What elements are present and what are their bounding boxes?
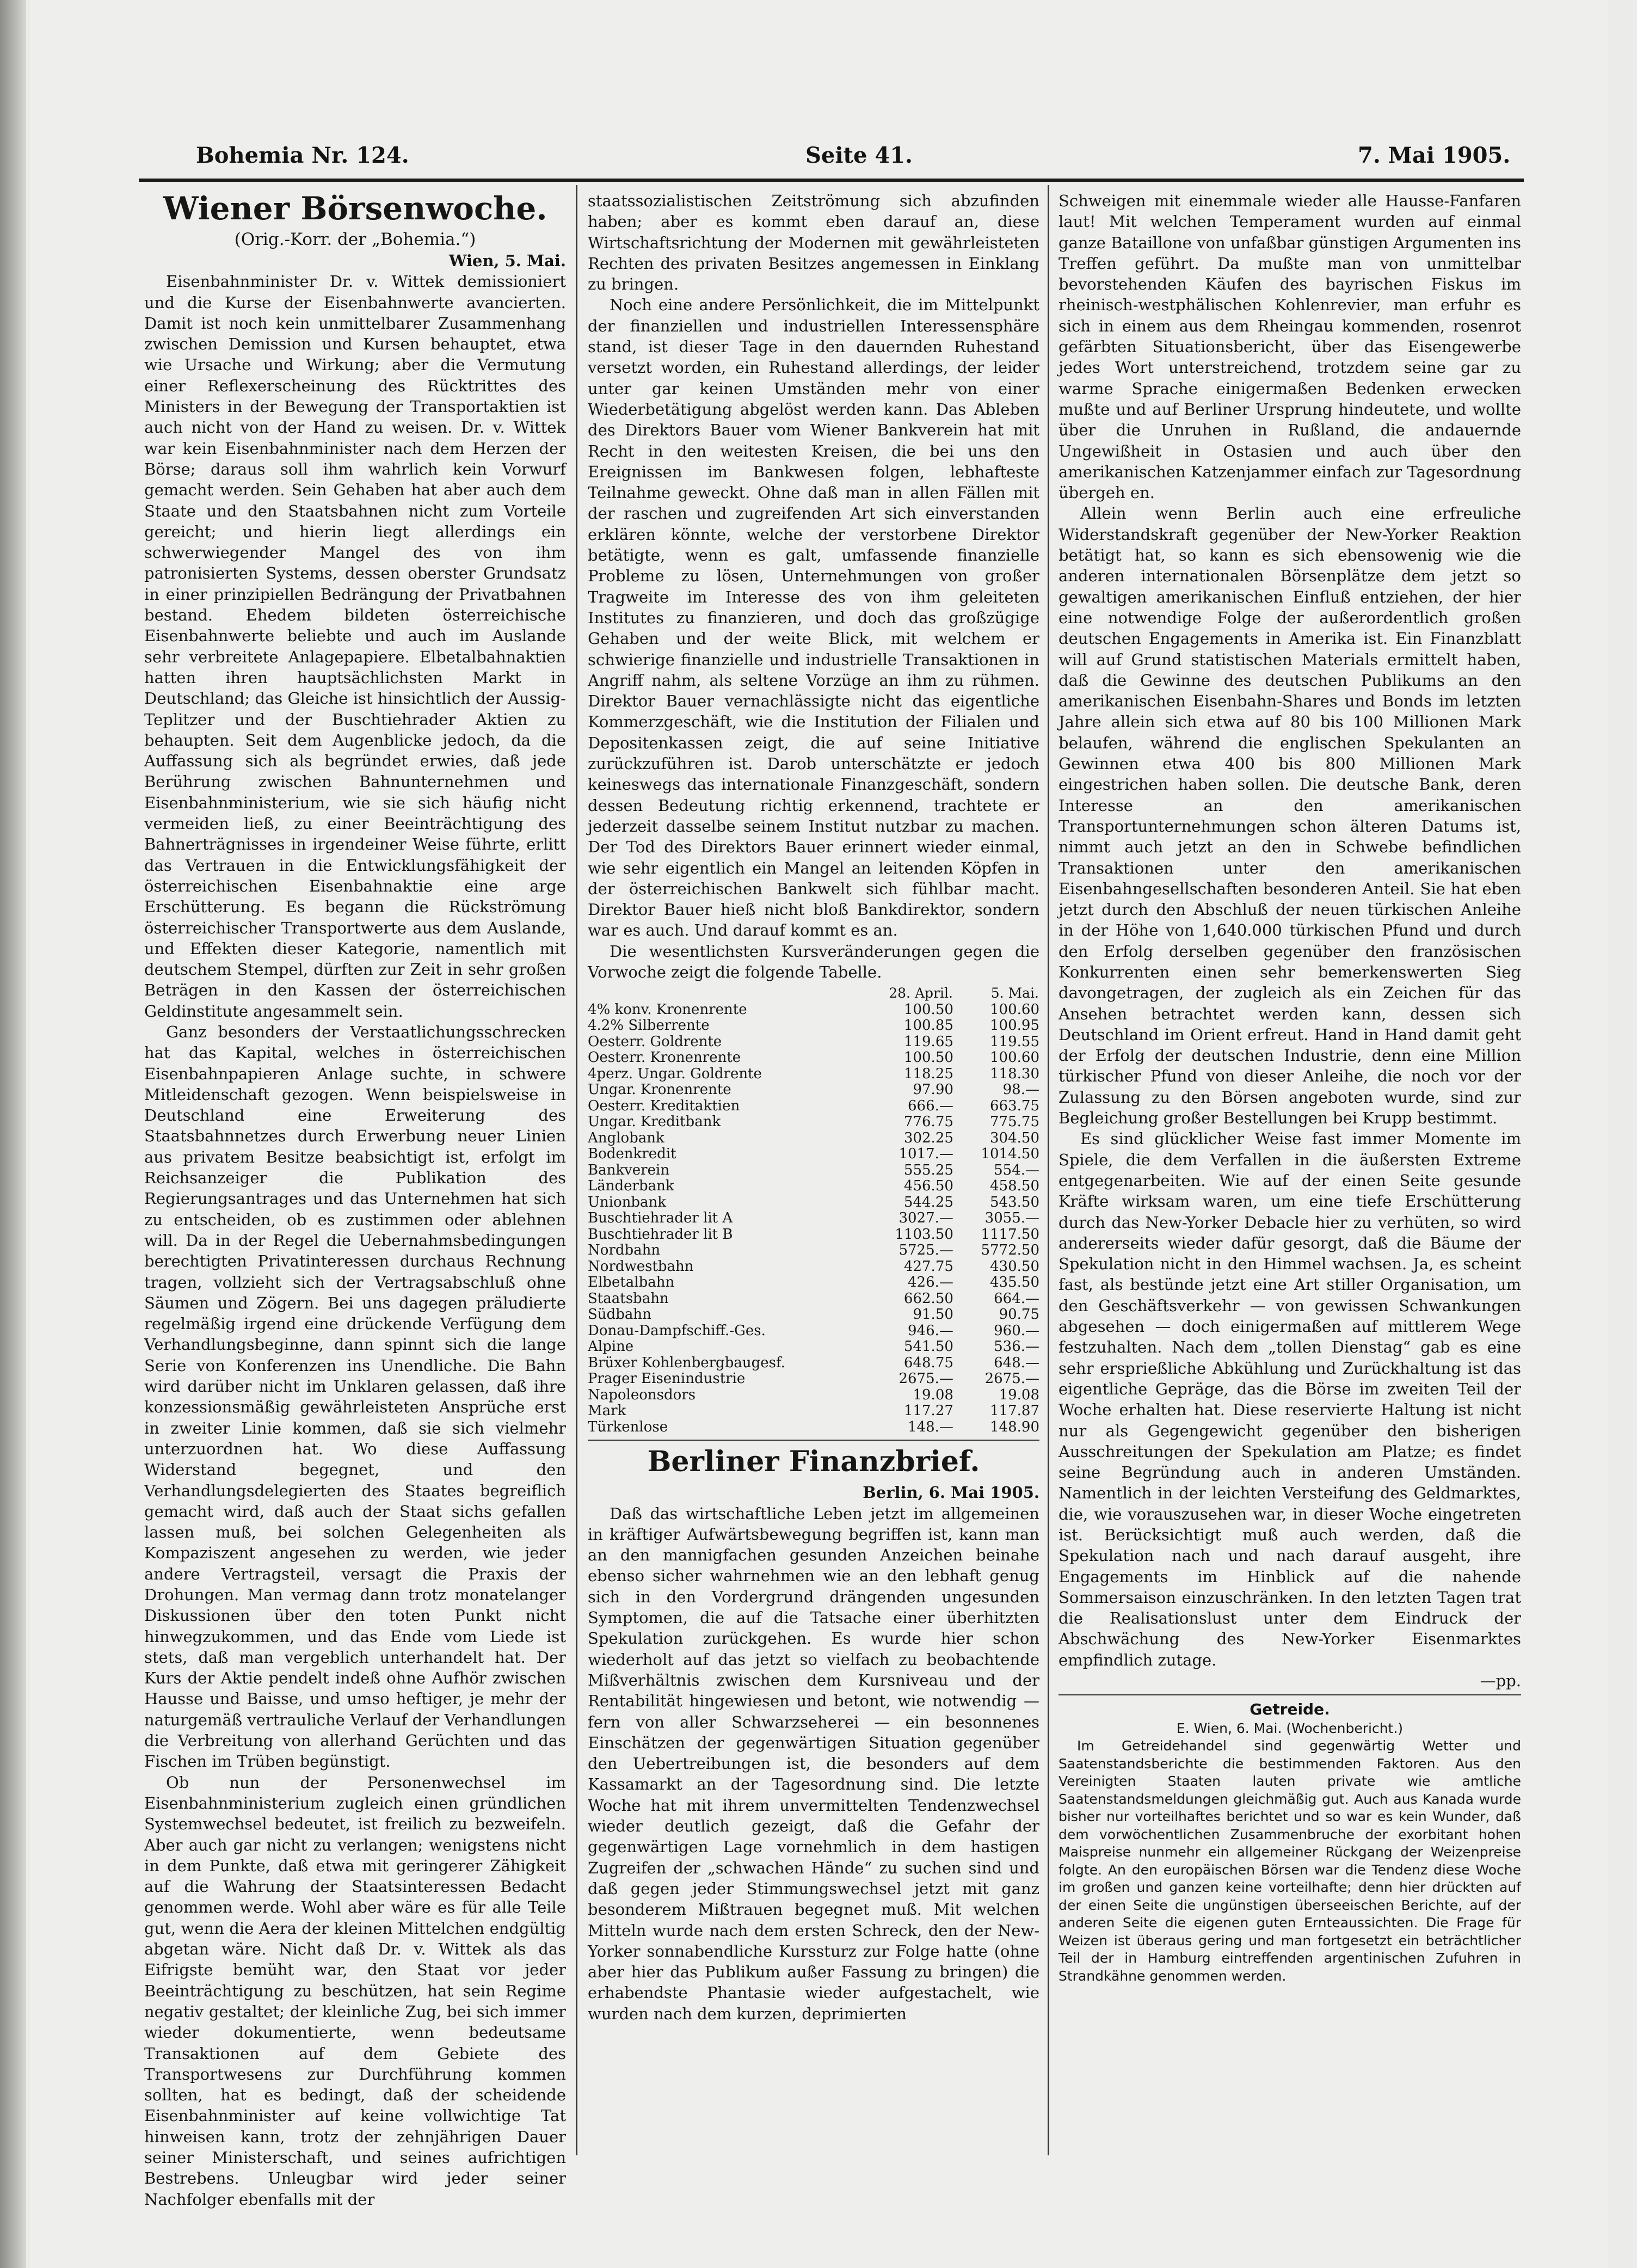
article-paragraph: Ganz besonders der Verstaatlichungsschrecken hat das Kapital, welches in österreichischen Eisenbahnpapieren Anlage suchte, in schwere Mitleidenschaft gezogen. Wenn beispielsweise in Deutschland eine Erweiterung des Staatsbahnnetzes durch Erwerbung neuer Linien aus privatem Besitze beabsichtigt ist, erfolgt im Reichsanzeiger die Publikation des Regierungsantrages und das Unternehmen hat sich zu entscheiden, ob es zustimmen oder ablehnen will. Da in der Regel die Uebernahmsbedingungen berechtigten Privatinteressen durchaus Rechnung tragen, vollzieht sich der Vertragsabschluß ohne Säumen und Zögern. Bei uns dagegen präludierte regelmäßig irgend eine drückende Verfügung dem Verhandlungsbeginne, dann spinnt sich die lange Serie von Konferenzen ins Unendliche. Die Bahn wird darüber nicht im Unklaren gelassen, daß ihre konzessionsmäßig gewährleisteten Ansprüche erst in zweiter Linie kommen, daß sie sich vielmehr unterzuordnen hat. Wo diese Auffassung Widerstand begegnet, und den Verhandlungsdelegierten des Staates begreiflich gemacht wird, daß auch der Staat sichs gefallen lassen muß, bei solchen Gelegenheiten als Kompaziszent angesehen zu werden, wie jeder andere Vertragsteil, versagt die Praxis der Drohungen. Man vermag dann trotz monatelanger Diskussionen über den toten Punkt nicht hinwegzukommen, und das Ende vom Liede ist stets, daß man vergeblich unterhandelt hat. Der Kurs der Aktie pendelt indeß ohne Aufhör zwischen Hausse und Baisse, und umso heftiger, je mehr der naturgemäß vertrauliche Verlauf der Verhandlungen die Verbreitung von allerhand Gerüchten und das Fischen im Trüben begünstigt. <box>144 1022 566 1771</box>
table-row <box>588 1114 1039 1130</box>
table-row <box>588 1130 1039 1147</box>
rate-april-28: 100.50 <box>903 1049 953 1066</box>
section-rule <box>588 1440 1039 1441</box>
rate-april-28: 5725.— <box>898 1242 953 1259</box>
security-name: Elbetalbahn <box>588 1274 675 1291</box>
table-row <box>588 1082 1039 1098</box>
rate-may-5: 543.50 <box>990 1194 1039 1210</box>
rate-may-5: 775.75 <box>990 1114 1039 1130</box>
security-name: 4.2% Silberrente <box>588 1017 710 1034</box>
security-name: 4perz. Ungar. Goldrente <box>588 1065 762 1082</box>
article-dateline: Berlin, 6. Mai 1905. <box>863 1483 1039 1502</box>
grain-report <box>1058 1701 1521 1985</box>
security-name: Länderbank <box>588 1178 674 1195</box>
article-paragraph: Schweigen mit einemmale wieder alle Hausse-Fanfaren laut! Mit welchen Temperament wurden auf einmal ganze Bataillone von unfaßbar günstigen Argumenten ins Treffen geführt. Da mußte man von unmittelbar bevorstehenden Käufen des bayrischen Fiskus im rheinisch-westphälischen Kohlenrevier, man erfuhr es sich in einem aus dem Rheingau kommenden, rosenrot gefärbten Situationsbericht, über das Eisengewerbe jedes Wort unterstreichend, trotzdem seine gar zu warme Sprache einigermaßen Bedenken erwecken mußte und auf Berliner Ursprung hindeutete, und wollte über die Unruhen in Rußland, die andauernde Ungewißheit in Ostasien und auch über den amerikanischen Katzenjammer einfach zur Tagesordnung übergeh en. <box>1058 192 1521 502</box>
table-row <box>588 1066 1039 1083</box>
rate-may-5: 536.— <box>994 1338 1039 1355</box>
rate-may-5: 100.95 <box>990 1017 1039 1034</box>
column-rule <box>1048 185 1049 2155</box>
rate-may-5: 3055.— <box>984 1210 1039 1227</box>
rate-may-5: 98.— <box>1002 1081 1039 1098</box>
table-row <box>588 1259 1039 1275</box>
rate-april-28: 19.08 <box>913 1386 953 1403</box>
rate-may-5: 458.50 <box>990 1178 1039 1195</box>
article-paragraph: Noch eine andere Persönlichkeit, die im Mittelpunkt der finanziellen und industriellen Interessensphäre stand, ist dieser Tage in den dauernden Ruhestand versetzt worden, ein Ruhestand allerdings, der leider unter gar keinen Umständen mehr von einer Wiederbetätigung abgelöst werden kann. Das Ableben des Direktors Bauer vom Wiener Bankverein hat mit Recht in den weitesten Kreisen, die bei uns den Ereignissen im Bankwesen folgen, lebhafteste Teilnahme geweckt. Ohne daß man in allen Fällen mit der raschen und zugreifenden Art sich einverstanden erklären könnte, welche der verstorbene Direktor betätigte, wenn es galt, umfassende finanzielle Probleme zu lösen, Unternehmungen von großer Tragweite im Interesse des von ihm geleiteten Institutes zu finanzieren, und doch das großzügige Gehaben und der weite Blick, mit welchem er schwierige finanzielle und industrielle Transaktionen in Angriff nahm, als seltene Vorzüge an ihm zu rühmen. Direktor Bauer vernachlässigte nicht das eigentliche Kommerzgeschäft, wie die Institution der Filialen und Depositenkassen zeigt, die auf seine Initiative zurückzuführen ist. Darob unterschätzte er jedoch keineswegs das internationale Finanzgeschäft, sondern dessen Bedeutung richtig erkennend, trachtete er jederzeit dasselbe seinem Institut nutzbar zu machen. Der Tod des Direktors Bauer erinnert wieder einmal, wie sehr eigentlich ein Mangel an leitenden Köpfen in der österreichischen Bankwelt sich fühlbar macht. Direktor Bauer hieß nicht bloß Bankdirektor, sondern war es auch. Und darauf kommt es an. <box>588 296 1039 940</box>
table-row <box>588 1419 1039 1436</box>
table-row <box>588 1195 1039 1211</box>
rate-april-28: 544.25 <box>903 1194 953 1210</box>
rate-may-5: 435.50 <box>990 1274 1039 1291</box>
rate-may-5: 430.50 <box>990 1258 1039 1275</box>
rate-april-28: 662.50 <box>903 1290 953 1307</box>
rate-may-5: 119.55 <box>990 1033 1039 1050</box>
security-name: Unionbank <box>588 1194 667 1210</box>
rate-april-28: 100.50 <box>903 1001 953 1018</box>
table-row <box>588 1291 1039 1307</box>
security-name: Staatsbahn <box>588 1290 669 1307</box>
article-paragraph: Allein wenn Berlin auch eine erfreuliche Widerstandskraft gegenüber der New-Yorker Reaktion betätigt hat, so kann es sich ebensowenig wie die anderen internationalen Börsenplätze dem jetzt so gewaltigen amerikanischen Einfluß entziehen, der hier eine notwendige Folge der außerordentlich großen deutschen Engagements in Amerika ist. Ein Finanzblatt will auf Grund statistischen Materials ermittelt haben, daß die Gewinne des deutschen Publikums an den amerikanischen Eisenbahn-Shares und Bonds im letzten Jahre allein sich etwa auf 80 bis 100 Millionen Mark belaufen, während die englischen Spekulanten an Gewinnen etwa 400 bis 800 Millionen Mark eingestrichen haben sollen. Die deutsche Bank, deren Interesse an den amerikanischen Transportunternehmungen schon älteren Datums ist, nimmt auch jetzt an den in Schwebe befindlichen Transaktionen unter den amerikanischen Eisenbahngesellschaften besonderen Anteil. Sie hat eben jetzt durch den Abschluß der neuen türkischen Anleihe in der Höhe von 1,640.000 türkischen Pfund und durch den Erfolg derselben gegenüber den französischen Konkurrenten einen sehr bemerkenswerten Sieg davongetragen, der zugleich als ein Zeichen für das Ansehen betrachtet werden kann, dessen sich Deutschland im Orient erfreut. Hand in Hand damit geht der Erfolg der deutschen Industrie, denn eine Million türkischer Pfund von dieser Anleihe, die noch vor der Zulassung zu den Börsen angeboten wurde, sind zur Begleichung großer Bestellungen bei Krupp bestimmt. <box>1058 504 1521 1128</box>
rate-may-5: 148.90 <box>990 1418 1039 1435</box>
rate-april-28: 91.50 <box>913 1306 953 1323</box>
table-row <box>588 1323 1039 1339</box>
security-name: Buschtiehrader lit A <box>588 1210 733 1227</box>
security-name: Oesterr. Kronenrente <box>588 1049 741 1066</box>
article-paragraph: Ob nun der Personenwechsel im Eisenbahnministerium zugleich einen gründlichen Systemwechsel bedeutet, ist freilich zu bezweifeln. Aber auch gar nicht zu verlangen; wenigstens nicht in dem Punkte, daß etwa mit geringerer Zähigkeit auf die Wahrung der Staatsinteressen Bedacht genommen werde. Wohl aber wäre es für alle Teile gut, wenn die Aera der kleinen Mittelchen endgültig abgetan wäre. Nicht daß Dr. v. Wittek als das Eifrigste bemüht war, den Staat vor jeder Beeinträchtigung zu beschützen, hat sein Regime negativ gestaltet; der kleinliche Zug, bei sich immer wieder dokumentierte, wenn bedeutsame Transaktionen auf dem Gebiete des Transportwesens zur Durchführung kommen sollten, hat es bedingt, daß der scheidende Eisenbahnminister auf keine vollwichtige Tat hinweisen kann, trotz der zehnjährigen Dauer seiner Ministerschaft, und seines aufrichtigen Bestrebens. Unleugbar wird jeder seiner Nachfolger ebenfalls mit der <box>144 1773 566 2209</box>
rate-april-28: 100.85 <box>903 1017 953 1034</box>
column-3 <box>1058 190 1521 2144</box>
rate-april-28: 541.50 <box>903 1338 953 1355</box>
section-rule <box>1058 1694 1521 1695</box>
rate-april-28: 1103.50 <box>895 1226 953 1243</box>
rate-april-28: 648.75 <box>903 1354 953 1371</box>
rate-may-5: 5772.50 <box>981 1242 1039 1259</box>
rate-may-5: 118.30 <box>990 1065 1039 1082</box>
security-name: Türkenlose <box>588 1418 668 1435</box>
table-row <box>588 1146 1039 1163</box>
rate-may-5: 663.75 <box>990 1097 1039 1114</box>
exchange-rate-table <box>588 985 1039 1435</box>
table-row <box>588 1050 1039 1066</box>
rate-may-5: 664.— <box>994 1290 1039 1307</box>
table-row <box>588 1355 1039 1372</box>
rate-april-28: 1017.— <box>898 1146 953 1163</box>
article-signature: —pp. <box>1480 1671 1521 1691</box>
section-title-getreide: Getreide. <box>1250 1700 1330 1719</box>
rate-april-28: 946.— <box>908 1322 953 1339</box>
rate-april-28: 3027.— <box>898 1210 953 1227</box>
rate-april-28: 302.25 <box>903 1129 953 1146</box>
rate-april-28: 555.25 <box>903 1161 953 1178</box>
column-rule <box>576 185 577 2155</box>
security-name: Ungar. Kronenrente <box>588 1081 731 1098</box>
rate-may-5: 100.60 <box>990 1001 1039 1018</box>
rate-may-5: 100.60 <box>990 1049 1039 1066</box>
rate-april-28: 97.90 <box>913 1081 953 1098</box>
security-name: Bodenkredit <box>588 1146 676 1163</box>
rate-april-28: 776.75 <box>903 1114 953 1130</box>
scan-gutter <box>0 0 26 2268</box>
table-row <box>588 1339 1039 1355</box>
table-row <box>588 1018 1039 1034</box>
table-row <box>588 1163 1039 1179</box>
article-paragraph: Daß das wirtschaftliche Leben jetzt im allgemeinen in kräftiger Aufwärtsbewegung begriffen ist, kann man an den mannigfachen gesunden Anzeichen beinahe ebenso sicher wahrnehmen wie an den lebhaft genug sich in den Vordergrund drängenden ungesunden Symptomen, die auf die Tatsache einer überhitzten Spekulation zurückgehen. Es wurde hier schon wiederholt auf das jetzt so vielfach zu beobachtende Mißverhältnis zwischen dem Kursniveau und der Rentabilität hingewiesen und betont, wie notwendig — fern von aller Schwarzseherei — ein besonnenes Einschätzen der gegenwärtigen Situation gegenüber den Uebertreibungen ist, die besonders auf dem Kassamarkt an der Tagesordnung sind. Die letzte Woche hat mit ihrem unvermittelten Tendenzwechsel wieder deutlich gezeigt, daß die Gefahr der gegenwärtigen Lage vornehmlich in dem hastigen Zugreifen der „schwachen Hände“ zu suchen sind und daß gegen jeder Stimmungswechsel jetzt mit ganz besonderem Mißtrauen begegnet muß. Mit welchen Mitteln wurde nach dem ersten Schreck, den der New-Yorker sonnabendliche Kurssturz zur Folge hatte (ohne aber hier das Publikum außer Fassung zu bringen) die erhabendste Phantasie wieder aufgestachelt, wie wurden nach dem kurzen, deprimierten <box>588 1504 1039 2023</box>
security-name: Prager Eisenindustrie <box>588 1370 746 1387</box>
rate-may-5: 90.75 <box>999 1306 1039 1323</box>
security-name: Buschtiehrader lit B <box>588 1226 733 1243</box>
security-name: Ungar. Kreditbank <box>588 1114 721 1130</box>
article-dateline: Wien, 5. Mai. <box>448 251 566 270</box>
rate-april-28: 2675.— <box>898 1370 953 1387</box>
article-paragraph: Es sind glücklicher Weise fast immer Momente im Spiele, die dem Verfallen in die äußersten Extreme entgegenarbeiten. Wie auf der einen Seite gesunde Kräfte wirksam waren, um eine tiefe Erschütterung durch das New-Yorker Debacle hier zu verhüten, so wird andererseits wieder dafür gesorgt, daß die Bäume der Spekulation nicht in den Himmel wachsen. Ja, es scheint fast, als bestünde jetzt eine Art stiller Organisation, um den Geschäftsverkehr — von gewissen Schwankungen abgesehen — doch einigermaßen auf mittlerem Wege festzuhalten. Nach dem „tollen Dienstag“ gab es eine sehr ersprießliche Abkühlung und Zurückhaltung ist das eigentliche Gepräge, das die Börse im zweiten Teil der Woche erhalten hat. Diese reservierte Haltung ist nicht nur als Gegengewicht gegenüber den bisherigen Ausschreitungen der Spekulation am Platze; es findet seine Begründung auch in anderen Umständen. Namentlich in der leichten Versteifung des Geldmarktes, die, wie vorauszusehen war, in dieser Woche eingetreten ist. Berücksichtigt muß auch werden, daß die Spekulation nach und nach darauf ausgeht, ihre Engagements im Hinblick auf die nahende Sommersaison einzuschränken. In den letzten Tagen trat die Realisationslust unter dem Eindruck der Abschwächung des New-Yorker Eisenmarktes empfindlich zutage. <box>1058 1129 1521 1669</box>
header-rule <box>139 179 1524 182</box>
article-title-berliner-finanzbrief: Berliner Finanzbrief. <box>647 1445 980 1479</box>
table-row <box>588 1098 1039 1115</box>
column-1 <box>144 190 566 2209</box>
table-row <box>588 1210 1039 1227</box>
table-header: 5. Mai. <box>990 985 1039 1001</box>
rate-may-5: 117.87 <box>990 1403 1039 1419</box>
rate-april-28: 118.25 <box>903 1065 953 1082</box>
header-masthead: Bohemia Nr. 124. <box>196 143 409 168</box>
rate-may-5: 304.50 <box>990 1129 1039 1146</box>
article-title-wiener-boersenwoche: Wiener Börsenwoche. <box>163 190 547 227</box>
table-row <box>588 1178 1039 1195</box>
article-paragraph: Die wesentlichsten Kursveränderungen gegen die Vorwoche zeigt die folgende Tabelle. <box>588 942 1039 981</box>
article-subtitle: (Orig.-Korr. der „Bohemia.“) <box>234 230 476 249</box>
rate-may-5: 1117.50 <box>981 1226 1039 1243</box>
table-header: 28. April. <box>889 985 953 1001</box>
rate-may-5: 1014.50 <box>981 1146 1039 1163</box>
table-row <box>588 1403 1039 1419</box>
header-page-number: Seite 41. <box>805 143 913 168</box>
header-date: 7. Mai 1905. <box>1358 143 1511 168</box>
rate-april-28: 148.— <box>908 1418 953 1435</box>
security-name: Oesterr. Goldrente <box>588 1033 722 1050</box>
table-row <box>588 1371 1039 1387</box>
article-paragraph: staatssozialistischen Zeitströmung sich abzufinden haben; aber es kommt eben darauf an, diese Wirtschaftsrichtung der Modernen mit gewährleisteten Rechten des privaten Besitzes angemessen in Einklang zu bringen. <box>588 192 1039 294</box>
rate-may-5: 960.— <box>994 1322 1039 1339</box>
table-row <box>588 1034 1039 1050</box>
security-name: 4% konv. Kronenrente <box>588 1001 747 1018</box>
table-row <box>588 1307 1039 1323</box>
security-name: Anglobank <box>588 1129 664 1146</box>
rate-may-5: 19.08 <box>999 1386 1039 1403</box>
rate-april-28: 119.65 <box>903 1033 953 1050</box>
rate-april-28: 666.— <box>908 1097 953 1114</box>
security-name: Südbahn <box>588 1306 651 1323</box>
table-row <box>588 1243 1039 1259</box>
security-name: Bankverein <box>588 1161 670 1178</box>
column-2 <box>588 190 1039 2172</box>
rate-may-5: 648.— <box>994 1354 1039 1371</box>
rate-may-5: 2675.— <box>984 1370 1039 1387</box>
rate-april-28: 456.50 <box>903 1178 953 1195</box>
article-paragraph: Eisenbahnminister Dr. v. Wittek demissioniert und die Kurse der Eisenbahnwerte avancierten. Damit ist noch kein unmittelbarer Zusammenhang zwischen Demission und Kursen behauptet, etwa wie Ursache und Wirkung; aber die Vermutung einer Reflexerscheinung des Rücktrittes des Ministers in der Bewegung der Transportaktien ist auch nicht von der Hand zu weisen. Dr. v. Wittek war kein Eisenbahnminister nach dem Herzen der Börse; daraus soll ihm wahrlich kein Vorwurf gemacht werden. Sein Gehaben hat aber auch dem Staate und den Staatsbahnen nicht zum Vorteile gereicht; und hierin liegt allerdings ein schwerwiegender Mangel des von ihm patronisierten Systems, dessen oberster Grundsatz in einer prinzipiellen Bedrängung der Privatbahnen bestand. Ehedem bildeten österreichische Eisenbahnwerte beliebte und auch im Auslande sehr verbreitete Anlagepapiere. Elbetalbahnaktien hatten ihren hauptsächlichsten Markt in Deutschland; das Gleiche ist hinsichtlich der Aussig-Teplitzer und der Buschtiehrader Aktien zu behaupten. Seit dem Augenblicke jedoch, da die Auffassung sich als begründet erwies, daß jede Berührung zwischen Bahnunternehmen und Eisenbahnministerium, wie sie sich häufig nicht vermeiden ließ, zu einer Beeinträchtigung des Bahnerträgnisses in irgendeiner Weise führte, erlitt das Vertrauen in die Entwicklungsfähigkeit der österreichischen Eisenbahnaktie eine arge Erschütterung. Es begann die Rückströmung österreichischer Transportwerte aus dem Auslande, und Effekten dieser Kategorie, namentlich mit deutschem Stempel, dürften zur Zeit in sehr großen Beträgen in den Kassen der österreichischen Geldinstitute angesammelt sein. <box>144 272 566 1021</box>
security-name: Donau-Dampfschiff.-Ges. <box>588 1322 766 1339</box>
section-dateline: E. Wien, 6. Mai. (Wochenbericht.) <box>1176 1720 1404 1736</box>
rate-april-28: 426.— <box>908 1274 953 1291</box>
security-name: Brüxer Kohlenbergbaugesf. <box>588 1354 785 1371</box>
table-row <box>588 1387 1039 1404</box>
section-paragraph: Im Getreidehandel sind gegenwärtig Wetter und Saatenstandsberichte die bestimmenden Faktoren. Aus den Vereinigten Staaten lauten private wie amtliche Saatenstandsmeldungen gleichmäßig gut. Auch aus Kanada wurde bisher nur vorteilhaftes berichtet und so war es kein Wunder, daß dem vorwöchentlichen Zusammenbruche der exorbitant hohen Maispreise nunmehr ein allgemeiner Rückgang der Weizenpreise folgte. An den europäischen Börsen war die Tendenz diese Woche im großen und ganzen keine vorteilhafte; denn hier drückten auf der einen Seite die ungünstigen überseeischen Berichte, auf der anderen Seite die eigenen guten Ernteaussichten. Die Frage für Weizen ist überaus gering und man fortgesetzt ein beträchtlicher Teil der in Hamburg eintreffenden argentinischen Zufuhren in Strandkähne genommen werden. <box>1058 1738 1521 1984</box>
security-name: Napoleonsdors <box>588 1386 696 1403</box>
rate-may-5: 554.— <box>994 1161 1039 1178</box>
table-row <box>588 1275 1039 1291</box>
security-name: Nordwestbahn <box>588 1258 694 1275</box>
rate-april-28: 117.27 <box>903 1403 953 1419</box>
table-row <box>588 1002 1039 1018</box>
security-name: Oesterr. Kreditaktien <box>588 1097 740 1114</box>
table-row <box>588 1227 1039 1243</box>
rate-april-28: 427.75 <box>903 1258 953 1275</box>
security-name: Alpine <box>588 1338 634 1355</box>
security-name: Mark <box>588 1403 626 1419</box>
security-name: Nordbahn <box>588 1242 661 1259</box>
